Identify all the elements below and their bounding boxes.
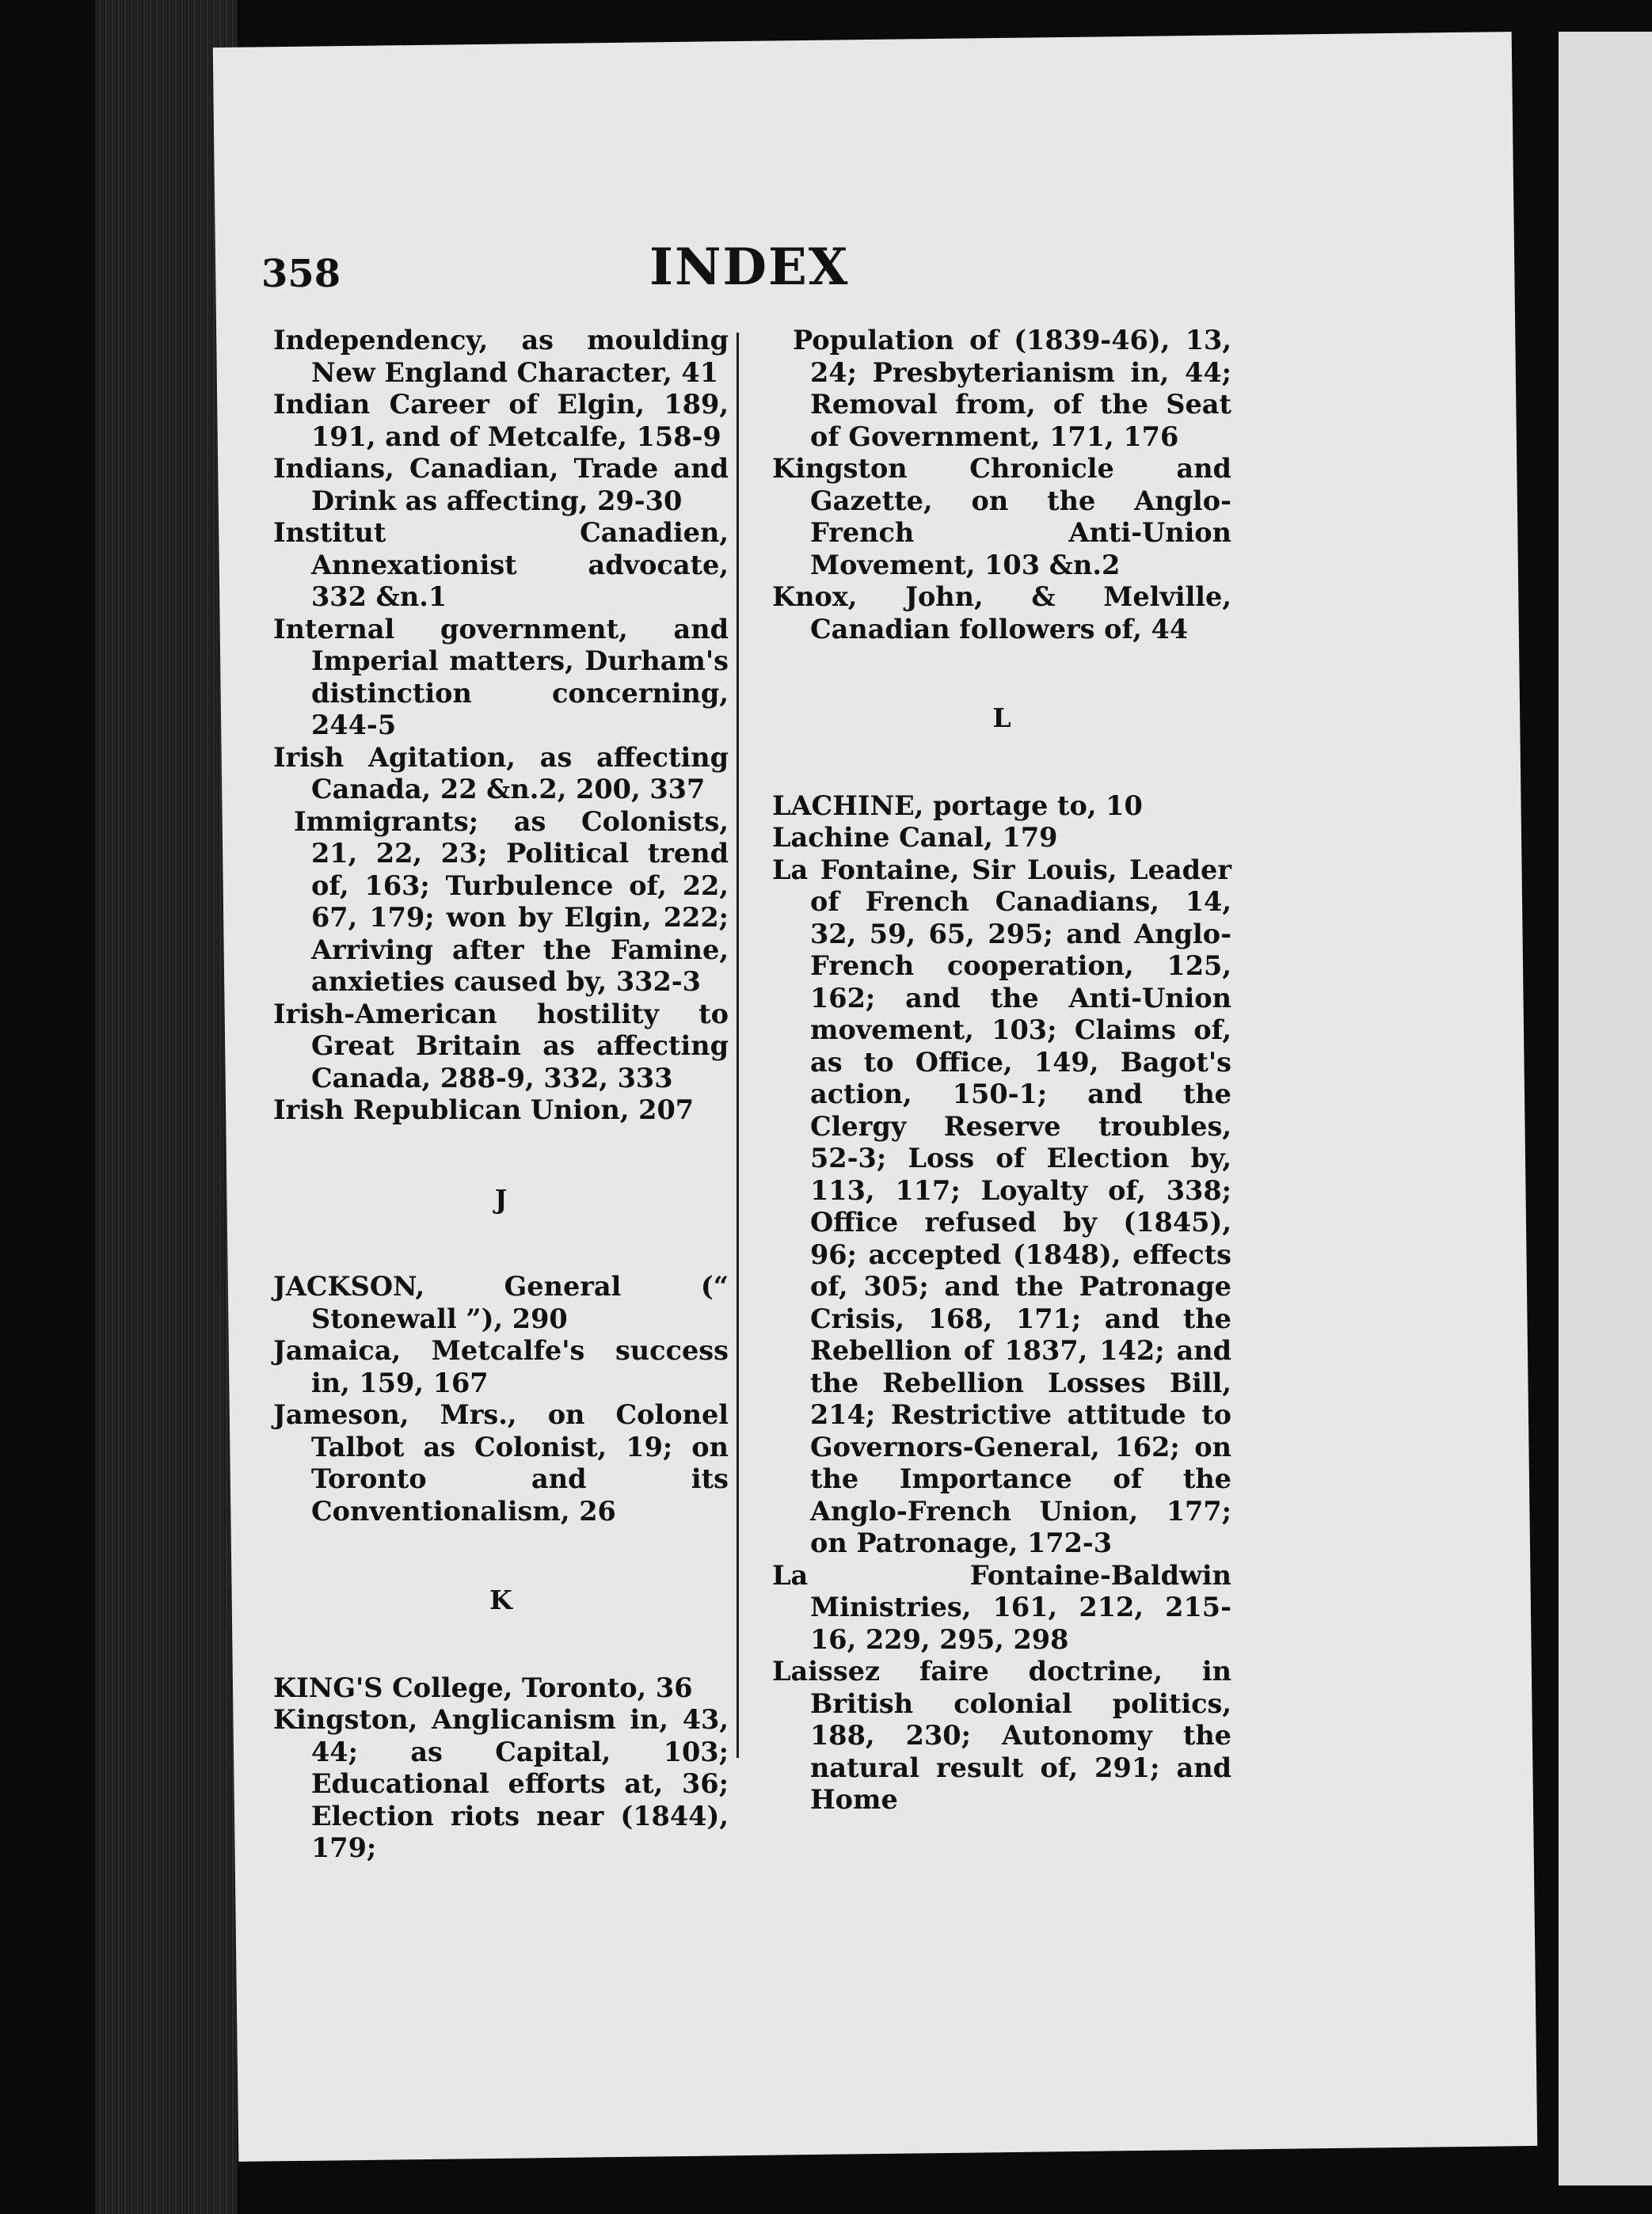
index-entry: Jamaica, Metcalfe's success in, 159, 167 [273, 1335, 729, 1398]
index-entry: Irish-American hostility to Great Britain as affecting Canada, 288-9, 332, 333 [273, 998, 729, 1094]
index-entry: Institut Canadien, Annexationist advocate, 332 &n.1 [273, 517, 729, 612]
page-header [261, 214, 1193, 309]
page-title: INDEX [649, 238, 850, 297]
index-entry: LACHINE, portage to, 10 [772, 789, 1143, 821]
index-entry: KING'S College, Toronto, 36 [273, 1672, 693, 1703]
index-entry: Kingston, Anglicanism in, 43, 44; as Capital, 103; Educational efforts at, 36; Election riots near (1844), 179; [273, 1704, 729, 1863]
index-entry: Lachine Canal, 179 [772, 822, 1058, 853]
page-number: 358 [261, 252, 341, 296]
index-entry: Irish Republican Union, 207 [273, 1094, 695, 1125]
index-entry: Independency, as moulding New England Character, 41 [273, 325, 729, 388]
index-entry: Jameson, Mrs., on Colonel Talbot as Colonist, 19; on Toronto and its Conventionalism, 26 [273, 1399, 729, 1527]
index-entry: Internal government, and Imperial matters, Durham's distinction concerning, 244-5 [273, 613, 729, 740]
section-letter-l: L [992, 702, 1011, 733]
section-letter-j: J [494, 1183, 508, 1215]
index-entry: Kingston Chronicle and Gazette, on the Anglo-French Anti-Union Movement, 103 &n.2 [772, 453, 1231, 580]
column-divider [737, 333, 739, 1758]
left-column [273, 325, 729, 1865]
index-entry: Indian Career of Elgin, 189, 191, and of Metcalfe, 158-9 [273, 389, 729, 452]
index-entry: JACKSON, General (“ Stonewall ”), 290 [273, 1271, 729, 1334]
adjacent-page-edge [1559, 32, 1652, 2185]
index-entry: La Fontaine, Sir Louis, Leader of French Canadians, 14, 32, 59, 65, 295; and Anglo-French cooperation, 125, 162; and the Anti-Union movement, 103; Claims of, as to Office, 149, Bagot's action, 150-1; and the Clergy Reserve troubles, 52-3; Loss of Election by, 113, 117; Loyalty of, 338; Office refused by (1845), 96; accepted (1848), effects of, 305; and the Patronage Crisis, 168, 171; and the Rebellion of 1837, 142; and the Rebellion Losses Bill, 214; Restrictive attitude to Governors-General, 162; on the Importance of the Anglo-French Union, 177; on Patronage, 172-3 [772, 854, 1231, 1558]
background-shadow [0, 0, 95, 2214]
index-subentry: Immigrants; as Colonists, 21, 22, 23; Political trend of, 163; Turbulence of, 22, 67, 179; won by Elgin, 222; Arriving after the Famine, anxieties caused by, 332-3 [294, 805, 729, 997]
index-entry: Indians, Canadian, Trade and Drink as affecting, 29-30 [273, 453, 729, 516]
index-entry-continued: Population of (1839-46), 13, 24; Presbyterianism in, 44; Removal from, of the Seat of Government, 171, 176 [793, 325, 1231, 452]
section-letter-k: K [489, 1584, 512, 1615]
index-entry: Laissez faire doctrine, in British colonial politics, 188, 230; Autonomy the natural result of, 291; and Home [772, 1656, 1231, 1815]
right-column [772, 325, 1231, 1816]
index-entry: La Fontaine-Baldwin Ministries, 161, 212, 215-16, 229, 295, 298 [772, 1559, 1231, 1655]
index-entry: Irish Agitation, as affecting Canada, 22 &n.2, 200, 337 [273, 741, 729, 805]
index-entry: Knox, John, & Melville, Canadian followers of, 44 [772, 581, 1231, 645]
